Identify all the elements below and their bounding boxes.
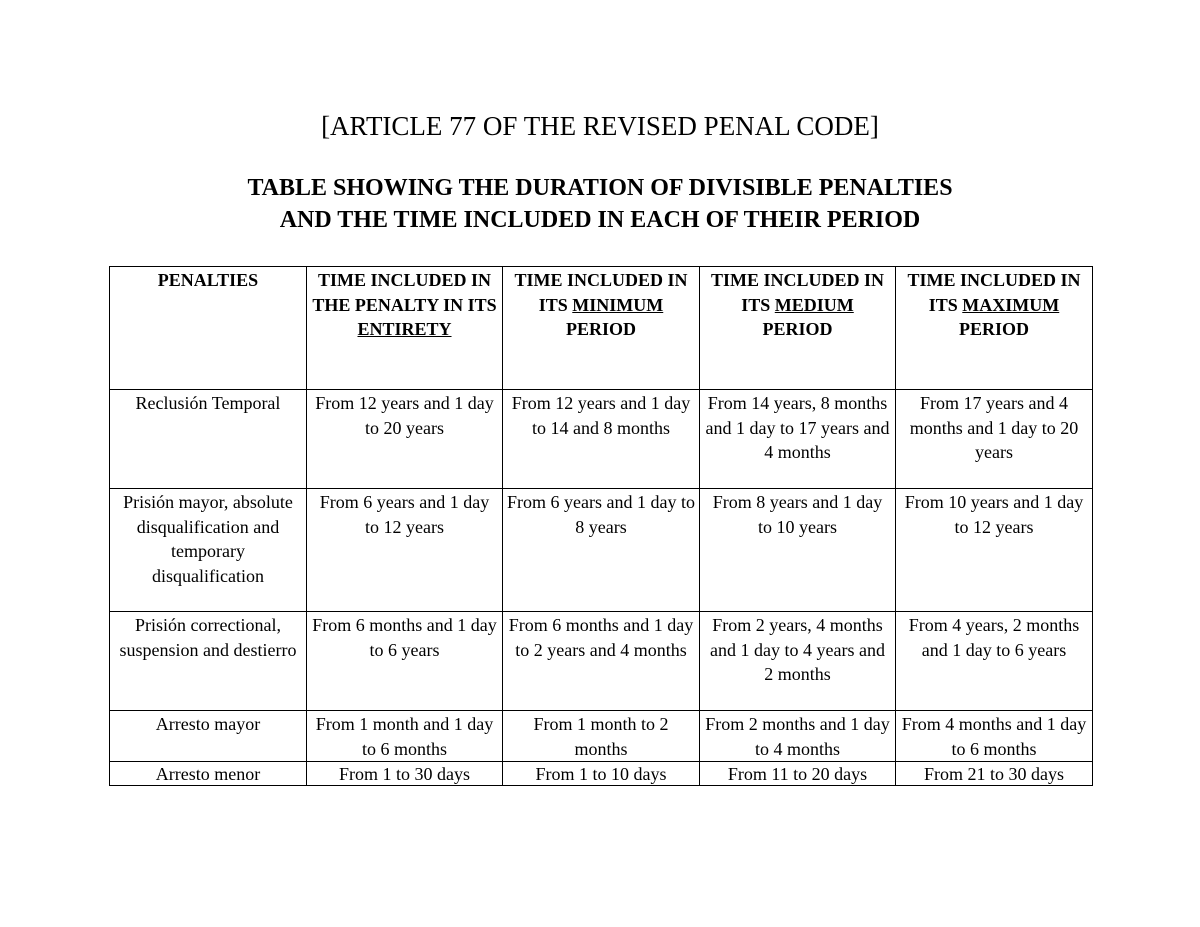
table-row [110, 711, 1093, 762]
cell-penalty: Prisión mayor, absolute disqualification and temporary disqualification [110, 489, 307, 612]
article-reference: [ARTICLE 77 OF THE REVISED PENAL CODE] [321, 111, 879, 141]
cell-minimum: From 12 years and 1 day to 14 and 8 months [503, 390, 700, 489]
header-minimum-emphasis: MINIMUM [572, 294, 664, 315]
cell-penalty: Reclusión Temporal [110, 390, 307, 489]
table-row [110, 489, 1093, 612]
cell-penalty: Arresto menor [110, 762, 307, 786]
cell-minimum: From 6 months and 1 day to 2 years and 4 months [503, 612, 700, 711]
header-medium-emphasis: MEDIUM [774, 294, 854, 315]
header-maximum-period: TIME INCLUDED IN ITS MAXIMUM PERIOD [896, 267, 1093, 390]
cell-medium: From 2 years, 4 months and 1 day to 4 years and 2 months [700, 612, 896, 711]
header-medium-period: TIME INCLUDED IN ITS MEDIUM PERIOD [700, 267, 896, 390]
cell-minimum: From 6 years and 1 day to 8 years [503, 489, 700, 612]
header-entirety-emphasis: ENTIRETY [357, 319, 452, 339]
cell-penalty: Prisión correctional, suspension and destierro [110, 612, 307, 711]
cell-penalty: Arresto mayor [110, 711, 307, 762]
cell-entirety: From 12 years and 1 day to 20 years [307, 390, 503, 489]
cell-entirety: From 6 months and 1 day to 6 years [307, 612, 503, 711]
penalties-table [109, 266, 1093, 786]
cell-entirety: From 1 month and 1 day to 6 months [307, 711, 503, 762]
table-row [110, 612, 1093, 711]
table-row [110, 762, 1093, 786]
header-maximum-emphasis: MAXIMUM [962, 294, 1060, 315]
table-row [110, 390, 1093, 489]
cell-medium: From 14 years, 8 months and 1 day to 17 years and 4 months [700, 390, 896, 489]
cell-maximum: From 21 to 30 days [896, 762, 1093, 786]
cell-medium: From 2 months and 1 day to 4 months [700, 711, 896, 762]
cell-minimum: From 1 to 10 days [503, 762, 700, 786]
cell-minimum: From 1 month to 2 months [503, 711, 700, 762]
cell-maximum: From 4 months and 1 day to 6 months [896, 711, 1093, 762]
cell-maximum: From 10 years and 1 day to 12 years [896, 489, 1093, 612]
header-minimum-period: TIME INCLUDED IN ITS MINIMUM PERIOD [503, 267, 700, 390]
header-entirety: TIME INCLUDED IN THE PENALTY IN ITS ENTIRETY [307, 267, 503, 390]
table-title [0, 172, 1200, 236]
cell-medium: From 8 years and 1 day to 10 years [700, 489, 896, 612]
table-title-line-1: TABLE SHOWING THE DURATION OF DIVISIBLE PENALTIES [247, 175, 953, 201]
cell-maximum: From 4 years, 2 months and 1 day to 6 years [896, 612, 1093, 711]
cell-entirety: From 1 to 30 days [307, 762, 503, 786]
header-penalties: PENALTIES [110, 267, 307, 390]
cell-entirety: From 6 years and 1 day to 12 years [307, 489, 503, 612]
cell-medium: From 11 to 20 days [700, 762, 896, 786]
table-header-row [110, 267, 1093, 390]
cell-maximum: From 17 years and 4 months and 1 day to 20 years [896, 390, 1093, 489]
table-title-line-2: AND THE TIME INCLUDED IN EACH OF THEIR PERIOD [279, 207, 921, 233]
